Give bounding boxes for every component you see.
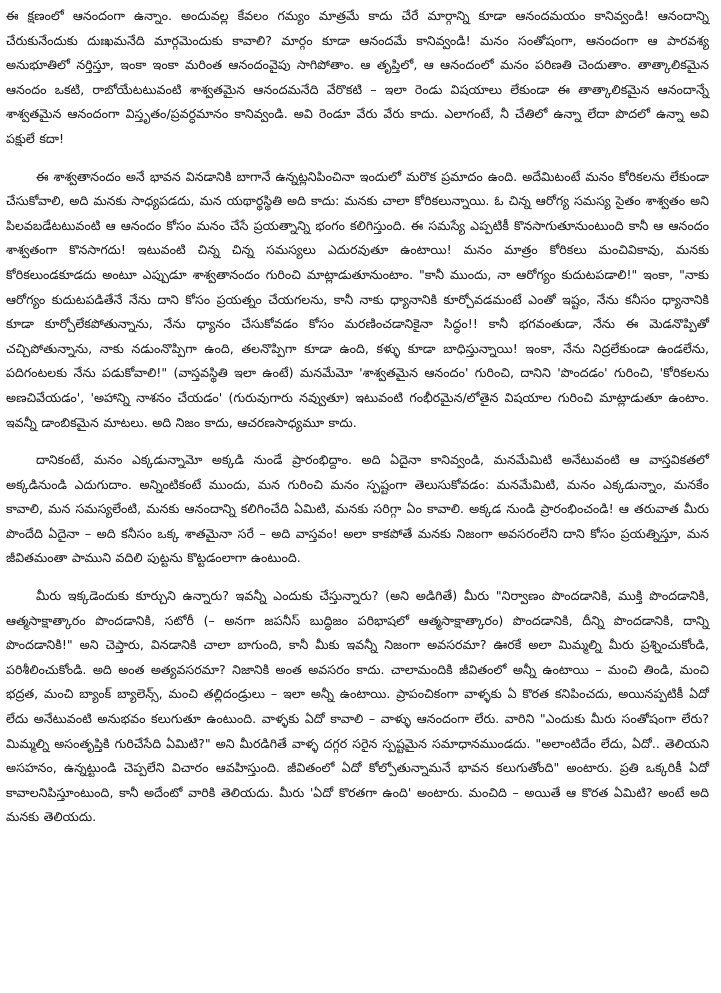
- paragraph-1: ఈ క్షణంలో ఆనందంగా ఉన్నాం. అందువల్ల కేవలం గమ్యం మాత్రమే కాదు చేరే మార్గాన్ని కూడా ఆనందమయం కానివ్వండి! ఆనందాన్ని చేరుకునేందుకు దుఃఖమనేది మార్గమెందుకు కావాలి? మార్గం కూడా ఆనందమే కానివ్వండి! మనం సంతోషంగా, ఆనందంగా ఆ పారవశ్య అనుభూతిలో నర్తిస్తూ, ఇంకా ఇంకా మరింత ఆనందంవైపు సాగిపోతాం. ఆ తృప్తిలో, ఆ ఆనందంలో మనం పరిణతి చెందుతాం. తాత్కాలికమైన ఆనందం ఒకటి, రాబోయేటటువంటి శాశ్వతమైన ఆనందమనేది వేరొకటి – ఇలా రెండు విషయాలు లేకుండా ఈ తాత్కాలికమైన ఆనందాన్నే శాశ్వతమైన ఆనందంగా విస్తృతం/ప్రవర్ధమానం కానివ్వండి. అవి రెండూ వేరు వేరు కాదు. ఎలాగంటే, నీ చేతిలో ఉన్నా లేదా పొదలో ఉన్నా అవి పక్షులే కదా!: [6, 8, 709, 146]
- paragraph-2: ఈ శాశ్వతానందం అనే భావన వినడానికి బాగానే ఉన్నట్లనిపించినా ఇందులో మరొక ప్రమాదం ఉంది. అదేమిటంటే మనం కోరికలను లేకుండా చేసుకోవాలి, అది మనకు సాధ్యపడదు, మన యథార్థస్థితి అది కాదు: మనకు చాలా కోరికలున్నాయి. ఓ చిన్న ఆరోగ్య సమస్య సైతం శాశ్వతం అని పిలవబడేటటువంటి ఆ ఆనందం కోసం మనం చేసే ప్రయత్నాన్ని భంగం కలిగిస్తుంది. ఈ సమస్యే ఎప్పటికీ కొనసాగుతూనుంటుంది కానీ ఆ ఆనందం శాశ్వతంగా కొనసాగదు! ఇటువంటి చిన్న చిన్న సమస్యలు ఎదురవుతూ ఉంటాయి! మనం మాత్రం కోరికలు మంచివికావు, మనకు కోరికలుండకూడదు అంటూ ఎప్పుడూ శాశ్వతానందం గురించి మాట్లాడుతూనుంటాం. "కానీ ముందు, నా ఆరోగ్యం కుదుటపడాలి!" ఇంకా, "నాకు ఆరోగ్యం కుదుటపడితేనే నేను దాని కోసం ప్రయత్నం చేయగలను, కానీ నాకు ధ్యానానికి కూర్చోవడమంటే ఎంతో ఇష్టం, నేను కనీసం ధ్యానానికి కూడా కూర్చోలేకపోతున్నాను, నేను ధ్యానం చేసుకోవడం కోసం మరణించడానికైనా సిద్ధం!! కానీ భగవంతుడా, నేను ఈ మెడనొప్పితో చచ్చిపోతున్నాను, నాకు నడుంనొప్పిగా ఉంది, తలనొప్పిగా కూడా ఉంది, కళ్ళు కూడా బాధిస్తున్నాయి! ఇంకా, నేను నిద్రలేకుండా ఉండలేను, పదిగంటలకు నేను పడుకోవాలి!" (వాస్తవస్థితి ఇలా ఉంటే) మనమేమో 'శాశ్వతమైన ఆనందం' గురించి, దానిని 'పొందడం' గురించి, 'కోరికలను అణచివేయడం', 'అహాన్ని నాశనం చేయడం' (గురువుగారు నవ్వుతూ) ఇటువంటి గంభీరమైన/లోతైన విషయాల గురించి మాట్లాడుతూ ఉంటాం. ఇవన్నీ డాంబికమైన మాటలు. అది నిజం కాదు, ఆచరణసాధ్యమూ కాదు.: [6, 168, 709, 430]
- paragraph-3: దానికంటే, మనం ఎక్కడున్నామో అక్కడి నుండే ప్రారంభిద్దాం. అది ఏదైనా కానివ్వండి, మనమేమిటి అనేటువంటి ఆ వాస్తవికతలో అక్కడినుండి ఎదుగుదాం. అన్నింటికంటే ముందు, మన గురించి మనం స్పష్టంగా తెలుసుకోవడం: మనమేమిటి, మనం ఎక్కడున్నాం, మనకేం కావాలి, మన సమస్యలేంటి, మనకు ఆనందాన్ని కలిగించేది ఏమిటి, మనకు సరిగ్గా ఏం కావాలి. అక్కడ నుండి ప్రారంభించండి! ఆ తరువాత మీరు పొందేది ఏదైనా – అది కనీసం ఒక్క శాతమైనా సరే – అది వాస్తవం! అలా కాకపోతే మనకు నిజంగా అవసరంలేని దాని కోసం ప్రయత్నిస్తూ, మన జీవితమంతా పాముని వదిలి పుట్టను కొట్టడంలాగా ఉంటుంది.: [6, 452, 709, 566]
- paragraph-4: మీరు ఇక్కడెందుకు కూర్చుని ఉన్నారు? ఇవన్నీ ఎందుకు చేస్తున్నారు? (అని అడిగితే) మీరు "నిర్వాణం పొందడానికి, ముక్తి పొందడానికి, ఆత్మసాక్షాత్కారం పొందడానికి, సటోరీ (– అనగా జపనీస్ బుద్ధిజం పరిభాషలో ఆత్మసాక్షాత్కారం) పొందడానికి, దీన్ని పొందడానికి, దాన్ని పొందడానికి!" అని చెప్తారు, వినడానికి చాలా బాగుంది, కానీ మీకు ఇవన్నీ నిజంగా అవసరమా? ఊరకే అలా మిమ్మల్ని మీరు ప్రశ్నించుకోండి, పరిశీలించుకోండి. అది అంత అత్యవసరమా? నిజానికి అంత అవసరం కాదు. చాలామందికి జీవితంలో అన్నీ ఉంటాయి – మంచి తిండి, మంచి భద్రత, మంచి బ్యాంక్ బ్యాలెన్స్, మంచి తల్లిదండ్రులు – ఇలా అన్నీ ఉంటాయి. ప్రాపంచికంగా వాళ్ళకు ఏ కొరత కనిపించదు, అయినప్పటికీ ఏదో లేదు అనేటువంటి అనుభవం కలుగుతూ ఉంటుంది. వాళ్ళకు ఏదో కావాలి – వాళ్ళు ఆనందంగా లేరు. వారిని "ఎందుకు మీరు సంతోషంగా లేరు? మిమ్మల్ని అసంతృప్తికి గురిచేసేది ఏమిటి?" అని మీరడిగితే వాళ్ళ దగ్గర సరైన స్పష్టమైన సమాధానముండదు. "అలాంటిదేం లేదు, ఏదో.. తెలియని అసహనం, ఉన్నట్టుండి చెప్పలేని విచారం ఆవహిస్తుంది. జీవితంలో ఏదో కోల్పోతున్నామనే భావన కలుగుతోంది" అంటారు. ప్రతి ఒక్కరికీ ఏదో కావాలనిపిస్తూంటుంది, కానీ అదేంటో వారికి తెలియదు. మీరు 'ఏదో కొరతగా ఉంది' అంటారు. మంచిది – అయితే ఆ కొరత ఏమిటి? అంటే అది మనకు తెలియదు.: [6, 588, 709, 825]
